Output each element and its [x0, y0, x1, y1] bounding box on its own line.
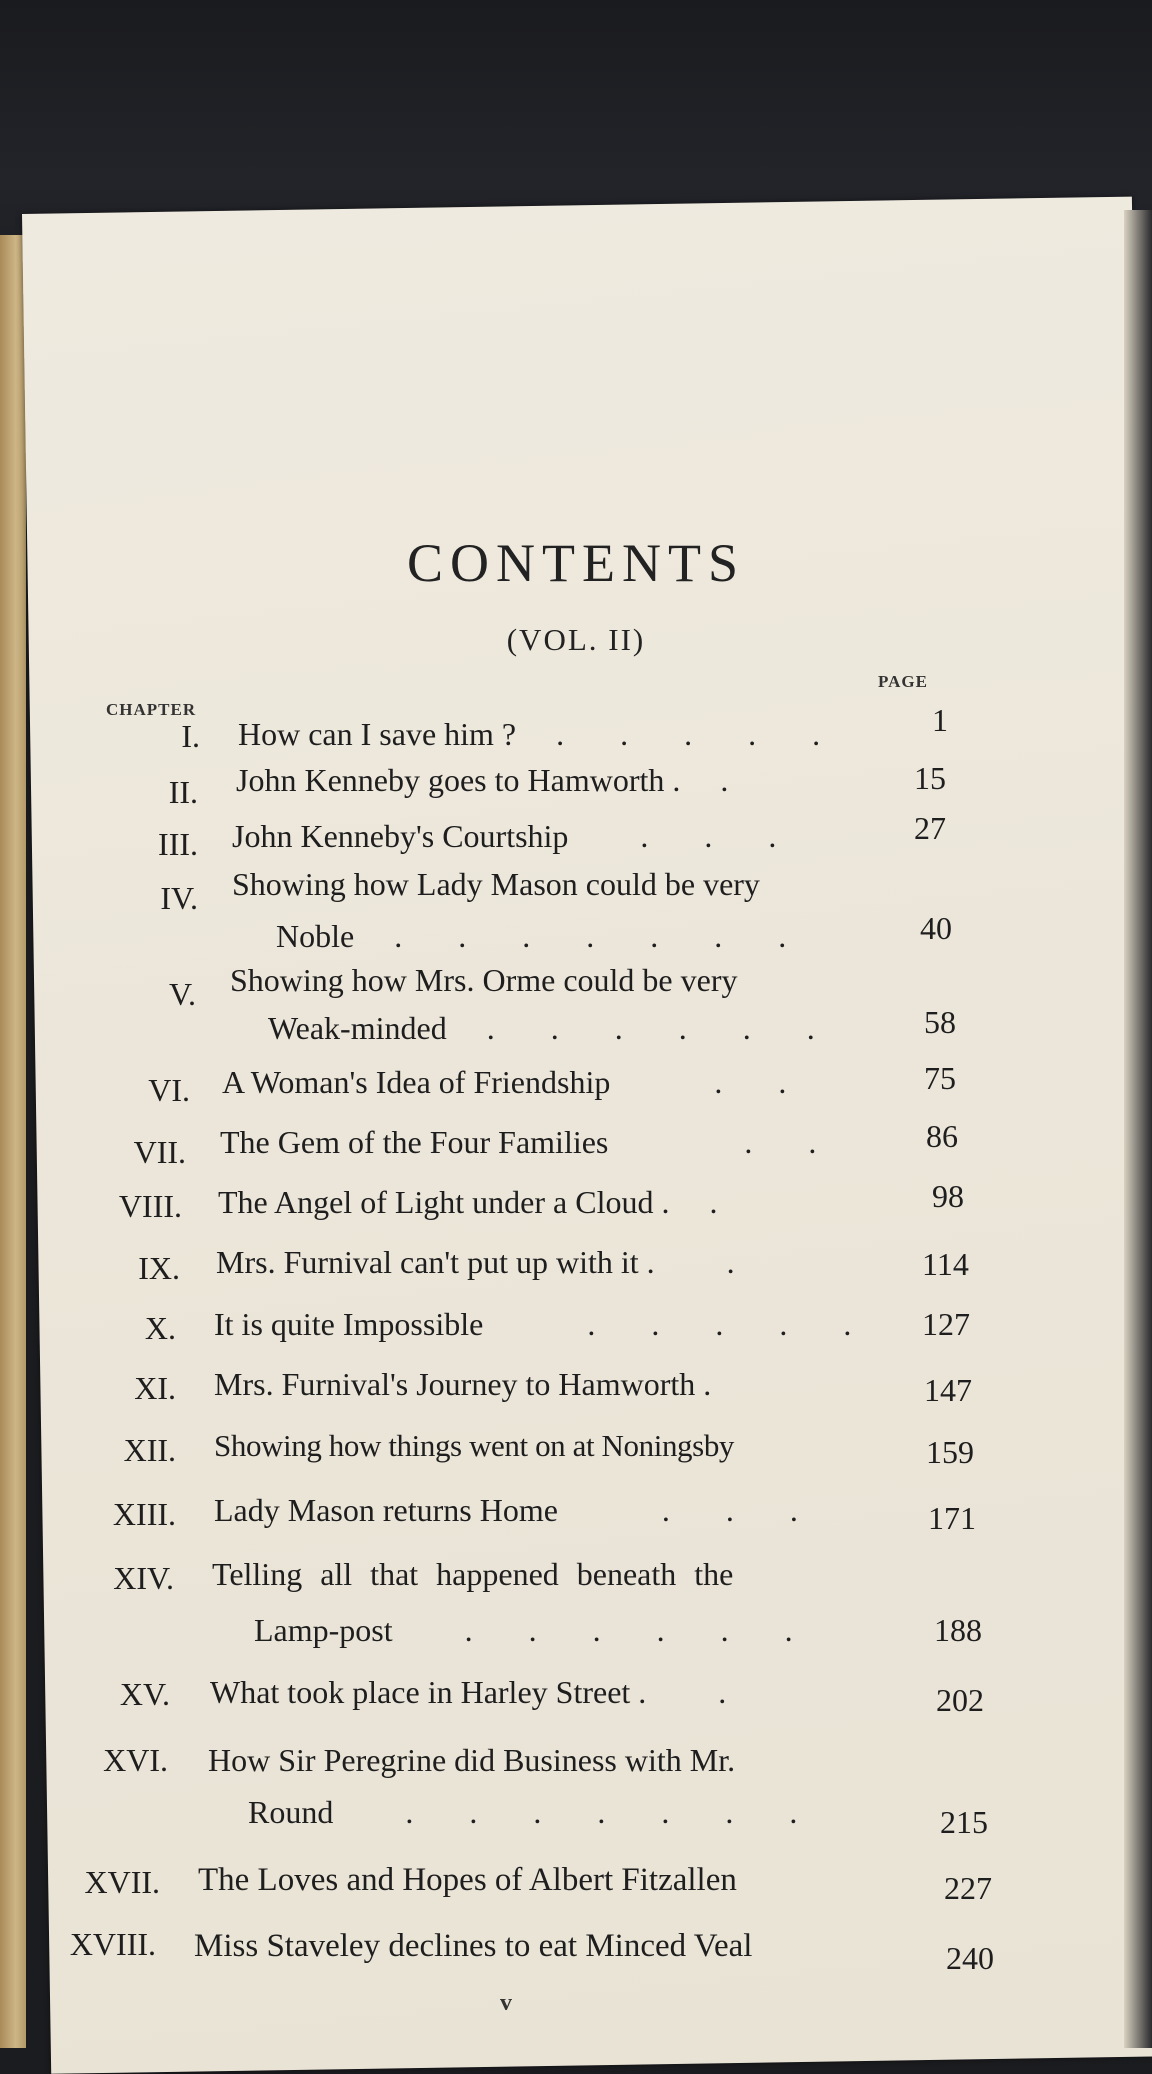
page-number: 188 [934, 1612, 982, 1648]
page-folio: v [500, 1990, 512, 2016]
chapter-number: X. [144, 1310, 176, 1346]
chapter-number: VI. [148, 1072, 190, 1108]
page-number: 171 [928, 1500, 976, 1536]
page-number: 40 [920, 910, 952, 946]
page-number: 147 [924, 1372, 972, 1408]
page-right-edge [1124, 210, 1152, 2048]
page-number: 240 [946, 1940, 994, 1976]
chapter-number: V. [169, 976, 196, 1012]
chapter-number: II. [168, 774, 198, 810]
chapter-number: XV. [119, 1676, 170, 1712]
chapter-title: The Angel of Light under a Cloud . . [218, 1184, 742, 1220]
chapter-title: What took place in Harley Street . . [210, 1674, 751, 1710]
page-number: 159 [926, 1434, 974, 1470]
chapter-title: The Gem of the Four Families . . [220, 1124, 841, 1160]
chapter-title-continued: Round . . . . . . . [248, 1794, 822, 1830]
chapter-title-continued: Noble . . . . . . . [276, 918, 811, 954]
chapter-number: XVII. [84, 1864, 160, 1900]
page-number: 127 [922, 1306, 970, 1342]
chapter-title: A Woman's Idea of Friendship . . [222, 1064, 811, 1100]
page-number: 86 [926, 1118, 958, 1154]
page-number: 227 [944, 1870, 992, 1906]
chapter-title: John Kenneby's Courtship . . . [232, 818, 801, 854]
chapter-title: Showing how Mrs. Orme could be very [230, 962, 738, 998]
page-number: 202 [936, 1682, 984, 1718]
page-number: 15 [914, 760, 946, 796]
chapter-title: How can I save him ? . . . . . [238, 716, 845, 752]
chapter-number: XIV. [113, 1560, 174, 1596]
page-number: 114 [922, 1246, 969, 1282]
chapter-title: Miss Staveley declines to eat Minced Veal [194, 1928, 753, 1964]
chapter-number: VIII. [118, 1188, 182, 1224]
chapter-number: XI. [134, 1370, 176, 1406]
chapter-title: Mrs. Furnival's Journey to Hamworth . [214, 1366, 712, 1402]
chapter-title-continued: Lamp-post . . . . . . [254, 1612, 817, 1648]
chapter-number: IV. [160, 880, 198, 916]
page-number: 75 [924, 1060, 956, 1096]
chapter-title: Telling all that happened beneath the [212, 1556, 734, 1592]
page-number: 215 [940, 1804, 988, 1840]
chapter-number: XVIII. [69, 1926, 156, 1962]
chapter-title: Mrs. Furnival can't put up with it . . [216, 1244, 759, 1280]
chapter-title: The Loves and Hopes of Albert Fitzallen [198, 1862, 737, 1898]
facing-page-edge [0, 235, 26, 2048]
volume-subtitle: (VOL. II) [506, 622, 646, 657]
chapter-title: Lady Mason returns Home . . . [214, 1492, 822, 1528]
chapter-number: IX. [138, 1250, 180, 1286]
page-number: 58 [924, 1004, 956, 1040]
chapter-number: I. [181, 718, 200, 754]
chapter-title: Showing how things went on at Noningsby [214, 1428, 735, 1463]
page-column-header: PAGE [878, 672, 928, 691]
page-number: 27 [914, 810, 946, 846]
chapter-number: XVI. [103, 1742, 168, 1778]
contents-title: CONTENTS [407, 533, 745, 593]
chapter-number: XIII. [112, 1496, 176, 1532]
chapter-number: III. [158, 826, 198, 862]
chapter-number: XII. [123, 1432, 176, 1468]
page-number: 1 [932, 702, 948, 738]
page-number: 98 [932, 1178, 964, 1214]
chapter-title: Showing how Lady Mason could be very [232, 866, 760, 902]
chapter-number: VII. [133, 1134, 186, 1170]
chapter-title: How Sir Peregrine did Business with Mr. [208, 1742, 736, 1778]
chapter-title: It is quite Impossible . . . . . [214, 1306, 876, 1342]
chapter-column-header: CHAPTER [106, 700, 197, 719]
chapter-title: John Kenneby goes to Hamworth . . [236, 762, 753, 798]
chapter-title-continued: Weak-minded . . . . . . [268, 1010, 839, 1046]
